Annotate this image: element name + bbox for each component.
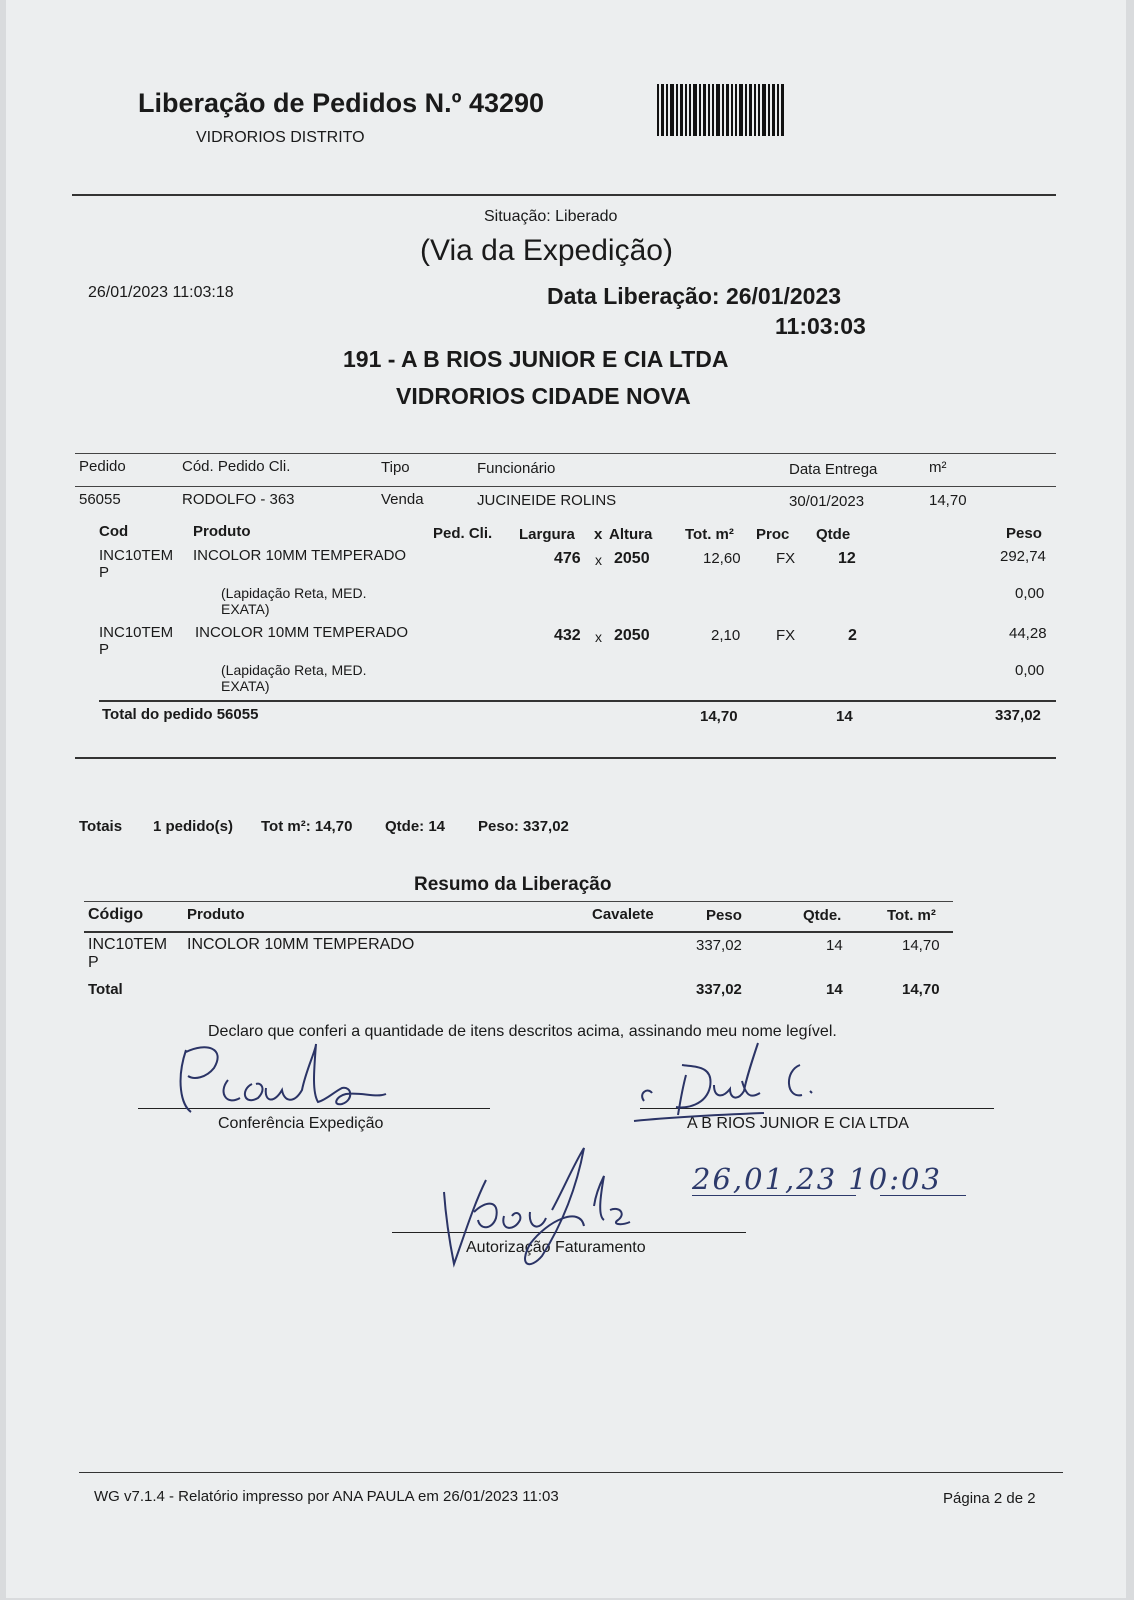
order-total-peso: 337,02 (995, 707, 1041, 724)
items-col-largura: Largura (519, 526, 575, 543)
order-total-qtde: 14 (836, 708, 853, 725)
order-tipo: Venda (381, 491, 424, 508)
resumo-codigo: INC10TEM (88, 936, 168, 953)
order-data-entrega: 30/01/2023 (789, 493, 865, 510)
order-m2: 14,70 (929, 492, 967, 509)
items-col-ped-cli: Ped. Cli. (433, 525, 493, 542)
item-sub: (Lapidação Reta, MED. (221, 585, 367, 601)
item-cod: INC10TEM (99, 624, 174, 641)
resumo-col-cavalete: Cavalete (592, 906, 654, 923)
item-sub-peso: 0,00 (1015, 585, 1045, 602)
item-qtde: 2 (848, 627, 857, 644)
item-peso: 44,28 (1009, 625, 1047, 642)
header-rule (72, 194, 1056, 196)
items-end-rule (75, 757, 1056, 759)
col-data-entrega: Data Entrega (789, 461, 878, 478)
resumo-col-codigo: Código (88, 906, 144, 923)
item-sub-peso: 0,00 (1015, 662, 1045, 679)
item-largura: 476 (554, 550, 581, 567)
data-liberacao-time: 11:03:03 (775, 313, 866, 339)
resumo-total-peso: 337,02 (696, 981, 742, 998)
resumo-header-rule (84, 931, 953, 933)
order-table-header-rule (75, 486, 1056, 487)
order-pedido: 56055 (79, 491, 121, 508)
client-name: 191 - A B RIOS JUNIOR E CIA LTDA (343, 346, 729, 372)
resumo-col-tot-m2: Tot. m² (887, 907, 936, 924)
items-col-proc: Proc (756, 526, 790, 543)
resumo-col-peso: Peso (706, 907, 742, 924)
order-total-label: Total do pedido 56055 (102, 706, 259, 723)
item-cod: INC10TEM (99, 547, 174, 564)
resumo-tot-m2: 14,70 (902, 937, 940, 954)
item-proc: FX (776, 550, 796, 567)
order-total-m2: 14,70 (700, 708, 738, 725)
resumo-codigo-cont: P (88, 954, 99, 971)
totais-peso: Peso: 337,02 (478, 818, 569, 835)
item-sub: (Lapidação Reta, MED. (221, 662, 367, 678)
totais-label: Totais (79, 818, 123, 835)
totais-pedidos: 1 pedido(s) (153, 818, 234, 835)
signature-autorizacao (434, 1140, 654, 1280)
resumo-qtde: 14 (826, 937, 843, 954)
order-cod-cli: RODOLFO - 363 (182, 491, 295, 508)
resumo-top-rule (84, 901, 953, 902)
items-col-peso: Peso (1006, 525, 1042, 542)
declaration: Declaro que conferi a quantidade de itens descritos acima, assinando meu nome legível. (208, 1023, 837, 1040)
item-x: x (595, 552, 602, 568)
item-x: x (595, 629, 602, 645)
col-tipo: Tipo (381, 459, 410, 476)
print-datetime: 26/01/2023 11:03:18 (88, 284, 234, 301)
situacao: Situação: Liberado (484, 208, 618, 225)
col-m2: m² (929, 459, 947, 476)
item-largura: 432 (554, 627, 581, 644)
resumo-peso: 337,02 (696, 937, 742, 954)
item-tot-m2: 12,60 (703, 550, 741, 567)
items-col-tot-m2: Tot. m² (685, 526, 734, 543)
resumo-produto: INCOLOR 10MM TEMPERADO (187, 936, 415, 953)
items-total-rule (99, 700, 1056, 702)
via-label: (Via da Expedição) (420, 234, 673, 267)
resumo-col-qtde: Qtde. (803, 907, 842, 924)
store-name: VIDRORIOS CIDADE NOVA (396, 383, 691, 409)
item-produto: INCOLOR 10MM TEMPERADO (193, 547, 407, 564)
footer-rule (79, 1472, 1063, 1473)
col-pedido: Pedido (79, 458, 126, 475)
handwritten-date: 26,01,23 10:03 (692, 1162, 942, 1196)
item-altura: 2050 (614, 627, 650, 644)
item-sub-cont: EXATA) (221, 601, 270, 617)
signature-label-cliente: A B RIOS JUNIOR E CIA LTDA (687, 1115, 909, 1132)
order-table-top-rule (75, 453, 1056, 454)
handwritten-time-underline (880, 1195, 966, 1196)
item-tot-m2: 2,10 (711, 627, 741, 644)
items-col-qtde: Qtde (816, 526, 851, 543)
signature-label-conferencia: Conferência Expedição (218, 1115, 384, 1132)
company-name: VIDRORIOS DISTRITO (196, 129, 365, 146)
page-number: Página 2 de 2 (943, 1490, 1036, 1507)
col-funcionario: Funcionário (477, 460, 556, 477)
item-sub-cont: EXATA) (221, 678, 270, 694)
items-col-x: x (594, 526, 603, 543)
resumo-total-tot-m2: 14,70 (902, 981, 940, 998)
footer-printed-by: WG v7.1.4 - Relatório impresso por ANA PAULA em 26/01/2023 11:03 (94, 1488, 559, 1505)
totais-qtde: Qtde: 14 (385, 818, 446, 835)
item-qtde: 12 (838, 550, 856, 567)
item-cod-cont: P (99, 641, 110, 658)
items-col-altura: Altura (609, 526, 653, 543)
barcode (657, 84, 829, 136)
item-produto: INCOLOR 10MM TEMPERADO (195, 624, 409, 641)
document-page (6, 0, 1126, 1598)
items-col-cod: Cod (99, 523, 129, 540)
item-proc: FX (776, 627, 796, 644)
item-peso: 292,74 (1000, 548, 1046, 565)
order-funcionario: JUCINEIDE ROLINS (477, 492, 617, 509)
signature-cliente (634, 1035, 854, 1130)
data-liberacao: Data Liberação: 26/01/2023 (547, 283, 842, 309)
document-title: Liberação de Pedidos N.º 43290 (138, 88, 545, 118)
resumo-col-produto: Produto (187, 906, 245, 923)
items-col-produto: Produto (193, 523, 251, 540)
totais-m2: Tot m²: 14,70 (261, 818, 353, 835)
signature-conferencia (166, 1040, 396, 1120)
resumo-total-label: Total (88, 981, 123, 998)
resumo-title: Resumo da Liberação (414, 874, 612, 895)
handwritten-date-underline (692, 1195, 856, 1196)
col-cod-pedido-cli: Cód. Pedido Cli. (182, 458, 291, 475)
signature-label-autorizacao: Autorização Faturamento (466, 1239, 646, 1256)
resumo-total-qtde: 14 (826, 981, 843, 998)
item-cod-cont: P (99, 564, 110, 581)
item-altura: 2050 (614, 550, 650, 567)
